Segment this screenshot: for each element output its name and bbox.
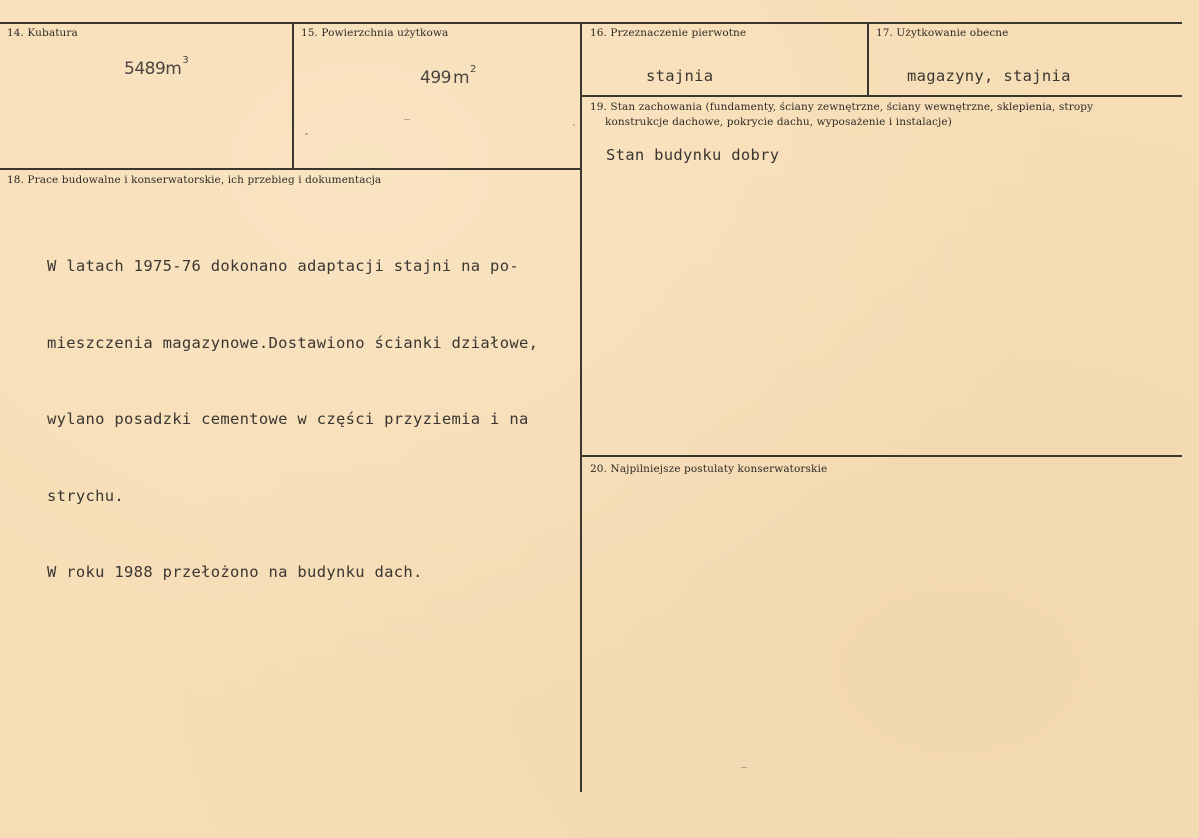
field-16-label: 16. Przeznaczenie pierwotne <box>590 27 747 39</box>
paper-speck <box>404 119 410 120</box>
paper-speck <box>573 124 575 126</box>
field-19-label-line2: konstrukcje dachowe, pokrycie dachu, wyposażenie i instalacje) <box>605 116 952 128</box>
rule-under-16-17 <box>580 95 1182 97</box>
rule-above-20 <box>580 455 1182 457</box>
field-18-line: mieszczenia magazynowe.Dostawiono ścianki działowe, <box>47 333 539 352</box>
field-19-label-line1: 19. Stan zachowania (fundamenty, ściany zewnętrzne, ściany wewnętrzne, sklepienia, stropy <box>590 101 1094 113</box>
rule-under-14-15 <box>0 168 581 170</box>
field-17-label: 17. Użytkowanie obecne <box>876 27 1009 39</box>
divider-16-17 <box>867 22 869 96</box>
area-exponent: 2 <box>470 64 476 76</box>
field-18-line: W latach 1975-76 dokonano adaptacji stajni na po- <box>47 257 519 275</box>
field-18-label: 18. Prace budowalne i konserwatorskie, ich przebieg i dokumentacja <box>7 174 382 186</box>
field-20-label: 20. Najpilniejsze postulaty konserwatorskie <box>590 463 828 475</box>
volume-unit: m <box>165 59 182 79</box>
top-rule <box>0 22 1182 24</box>
paper-speck <box>305 133 308 135</box>
field-14-label: 14. Kubatura <box>7 27 78 39</box>
area-unit: m <box>452 68 470 88</box>
field-18-line: W roku 1988 przełożono na budynku dach. <box>47 563 423 581</box>
volume-exponent: 3 <box>182 55 189 67</box>
field-14-value <box>124 55 189 79</box>
field-18-text <box>47 203 538 637</box>
area-number: 499 <box>420 68 451 88</box>
paper-speck <box>741 767 747 768</box>
field-18-line: wylano posadzki cementowe w części przyziemia i na <box>47 410 529 428</box>
divider-main <box>580 22 582 792</box>
field-16-value: stajnia <box>646 67 714 85</box>
divider-14-15 <box>292 22 294 168</box>
field-19-value: Stan budynku dobry <box>606 146 780 164</box>
field-18-line: strychu. <box>47 486 125 505</box>
field-15-value <box>420 64 476 88</box>
field-15-label: 15. Powierzchnia użytkowa <box>301 27 449 39</box>
volume-number: 5489 <box>124 59 166 79</box>
field-17-value: magazyny, stajnia <box>907 67 1071 85</box>
